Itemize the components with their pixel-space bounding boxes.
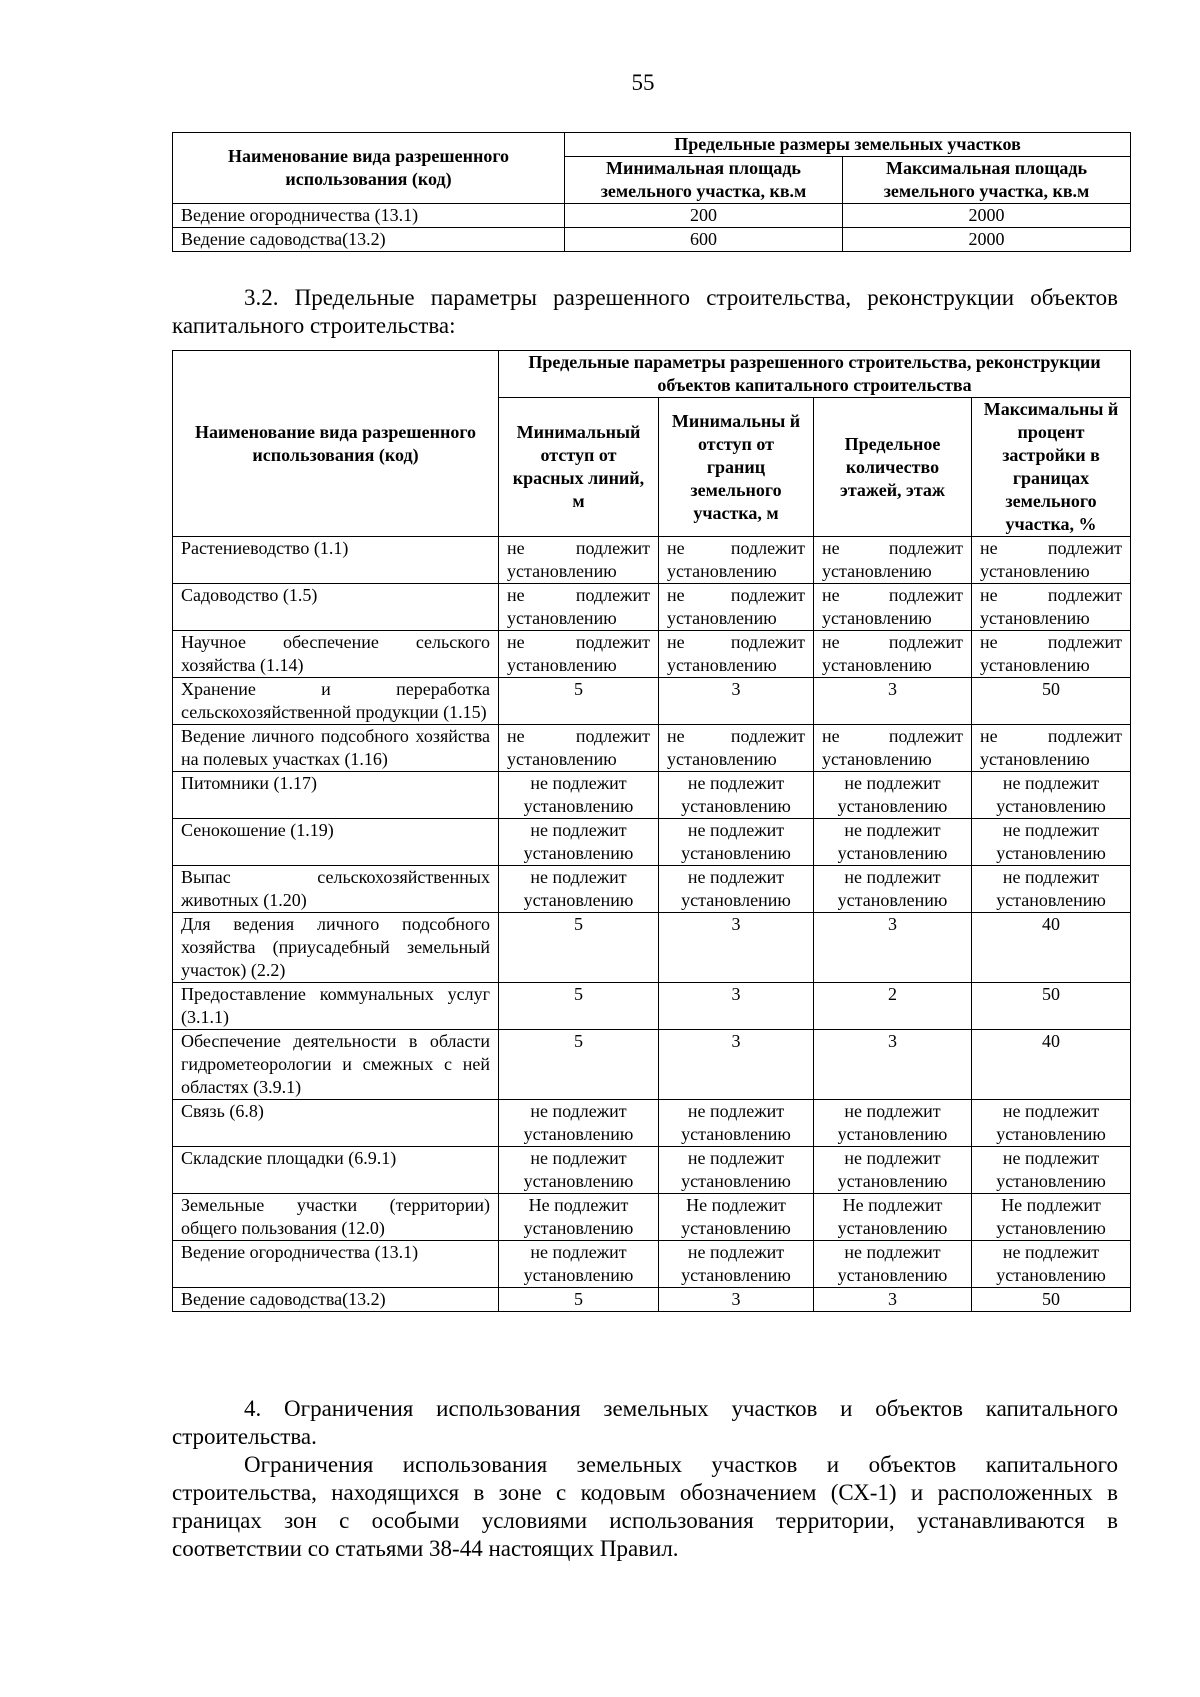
t2-row-value: не подлежит установлению xyxy=(972,1241,1131,1288)
page-number: 55 xyxy=(631,70,655,95)
t2-row-value: не подлежит установлению xyxy=(972,537,1131,584)
t2-row-value: 3 xyxy=(814,1030,972,1100)
t2-header-max-coverage: Максимальны й процент застройки в границах земельного участка, % xyxy=(972,398,1131,537)
t2-row-value: 3 xyxy=(814,913,972,983)
t2-header-floors: Предельное количество этажей, этаж xyxy=(814,398,972,537)
t2-row-value: не подлежит установлению xyxy=(499,584,659,631)
t2-row-name: Предоставление коммунальных услуг (3.1.1) xyxy=(173,983,499,1030)
t2-row-value: 5 xyxy=(499,678,659,725)
t1-row-name: Ведение садоводства(13.2) xyxy=(173,228,565,252)
t2-row-name: Связь (6.8) xyxy=(173,1100,499,1147)
t2-row-name: Ведение огородничества (13.1) xyxy=(173,1241,499,1288)
t2-row-value: не подлежит установлению xyxy=(972,1100,1131,1147)
t2-row-value: 3 xyxy=(814,1288,972,1312)
t2-row-value: не подлежит установлению xyxy=(814,1100,972,1147)
t2-row xyxy=(173,584,1131,631)
t1-row-min: 200 xyxy=(565,204,843,228)
t2-row-value: не подлежит установлению xyxy=(499,537,659,584)
t2-row xyxy=(173,725,1131,772)
t2-row xyxy=(173,1288,1131,1312)
t2-row-value: не подлежит установлению xyxy=(659,537,814,584)
t2-row-value: не подлежит установлению xyxy=(814,1241,972,1288)
t2-row-value: 3 xyxy=(659,913,814,983)
t2-row-name: Для ведения личного подсобного хозяйства (приусадебный земельный участок) (2.2) xyxy=(173,913,499,983)
t2-row-value: не подлежит установлению xyxy=(814,584,972,631)
t2-row xyxy=(173,1241,1131,1288)
section-3-2-heading: 3.2. Предельные параметры разрешенного строительства, реконструкции объектов капитального строительства: xyxy=(172,285,1118,338)
t2-row-value: 40 xyxy=(972,1030,1131,1100)
t2-row-value: не подлежит установлению xyxy=(659,866,814,913)
t2-header-min-boundary: Минимальны й отступ от границ земельного участка, м xyxy=(659,398,814,537)
construction-parameters-table xyxy=(172,350,1131,1312)
t2-row-value: 50 xyxy=(972,983,1131,1030)
t2-row-value: 50 xyxy=(972,1288,1131,1312)
t2-row-value: не подлежит установлению xyxy=(972,725,1131,772)
t2-row-value: не подлежит установлению xyxy=(659,1241,814,1288)
t1-row xyxy=(173,228,1131,252)
t2-row xyxy=(173,913,1131,983)
t2-row-name: Растениеводство (1.1) xyxy=(173,537,499,584)
t2-row-value: не подлежит установлению xyxy=(499,819,659,866)
t2-row-name: Хранение и переработка сельскохозяйственной продукции (1.15) xyxy=(173,678,499,725)
t2-row-value: не подлежит установлению xyxy=(499,772,659,819)
t2-row-value: 5 xyxy=(499,983,659,1030)
t2-row-value: не подлежит установлению xyxy=(814,819,972,866)
t2-row-value: не подлежит установлению xyxy=(972,584,1131,631)
t2-row-value: не подлежит установлению xyxy=(659,631,814,678)
t2-row-value: не подлежит установлению xyxy=(814,537,972,584)
section-4-body: Ограничения использования земельных участков и объектов капитального строительства, находящихся в зоне с кодовым обозначением (СХ-1) и расположенных в границах зон с особыми условиями использования территории, устанавливаются в соответствии со статьями 38-44 настоящих Правил. xyxy=(172,1452,1118,1561)
t2-row-value: не подлежит установлению xyxy=(659,1147,814,1194)
t2-row xyxy=(173,772,1131,819)
t1-header-group: Предельные размеры земельных участков xyxy=(565,133,1131,157)
t2-header-group: Предельные параметры разрешенного строительства, реконструкции объектов капитального строительства xyxy=(499,351,1131,398)
t2-row xyxy=(173,1100,1131,1147)
t2-row-value: не подлежит установлению xyxy=(659,772,814,819)
t2-row-value: 3 xyxy=(659,983,814,1030)
t2-row-value: не подлежит установлению xyxy=(499,631,659,678)
t2-row-value: 3 xyxy=(659,678,814,725)
t2-row-value: не подлежит установлению xyxy=(972,631,1131,678)
t2-row-value: не подлежит установлению xyxy=(972,866,1131,913)
t2-row-name: Питомники (1.17) xyxy=(173,772,499,819)
t2-row-name: Сенокошение (1.19) xyxy=(173,819,499,866)
t2-row-value: не подлежит установлению xyxy=(499,866,659,913)
t2-row-value: не подлежит установлению xyxy=(499,725,659,772)
t2-row-value: 5 xyxy=(499,1030,659,1100)
t1-row xyxy=(173,204,1131,228)
t2-row-value: Не подлежит установлению xyxy=(659,1194,814,1241)
t2-row-value: не подлежит установлению xyxy=(814,1147,972,1194)
t1-row-max: 2000 xyxy=(843,228,1131,252)
t2-row-value: Не подлежит установлению xyxy=(814,1194,972,1241)
t2-row xyxy=(173,537,1131,584)
t2-row-value: не подлежит установлению xyxy=(814,866,972,913)
t2-row-value: Не подлежит установлению xyxy=(499,1194,659,1241)
t2-row-name: Ведение личного подсобного хозяйства на полевых участках (1.16) xyxy=(173,725,499,772)
t2-row-value: не подлежит установлению xyxy=(659,584,814,631)
t2-row-value: 3 xyxy=(659,1288,814,1312)
t2-row-name: Ведение садоводства(13.2) xyxy=(173,1288,499,1312)
t2-row-name: Земельные участки (территории) общего пользования (12.0) xyxy=(173,1194,499,1241)
t2-row-value: не подлежит установлению xyxy=(972,772,1131,819)
t2-row-value: не подлежит установлению xyxy=(499,1241,659,1288)
t2-row-value: не подлежит установлению xyxy=(499,1147,659,1194)
t2-row-value: Не подлежит установлению xyxy=(972,1194,1131,1241)
t2-header-min-red-line: Минимальный отступ от красных линий, м xyxy=(499,398,659,537)
t1-row-max: 2000 xyxy=(843,204,1131,228)
t2-row xyxy=(173,1194,1131,1241)
t2-row-value: 5 xyxy=(499,913,659,983)
t1-row-name: Ведение огородничества (13.1) xyxy=(173,204,565,228)
t2-row xyxy=(173,678,1131,725)
t2-row xyxy=(173,1147,1131,1194)
t2-row-value: 50 xyxy=(972,678,1131,725)
t2-row-value: не подлежит установлению xyxy=(659,725,814,772)
t2-row-name: Складские площадки (6.9.1) xyxy=(173,1147,499,1194)
t2-row-value: не подлежит установлению xyxy=(659,1100,814,1147)
t2-row-value: 2 xyxy=(814,983,972,1030)
section-4-heading: 4. Ограничения использования земельных участков и объектов капитального строительства. xyxy=(172,1396,1118,1449)
t2-row-value: не подлежит установлению xyxy=(814,772,972,819)
land-plot-size-table xyxy=(172,132,1131,252)
t2-row-name: Обеспечение деятельности в области гидрометеорологии и смежных с ней областях (3.9.1) xyxy=(173,1030,499,1100)
t2-row-value: не подлежит установлению xyxy=(972,1147,1131,1194)
t2-row-name: Выпас сельскохозяйственных животных (1.20) xyxy=(173,866,499,913)
t2-row xyxy=(173,983,1131,1030)
t2-row-value: не подлежит установлению xyxy=(659,819,814,866)
t2-row-value: 3 xyxy=(659,1030,814,1100)
t2-row-name: Садоводство (1.5) xyxy=(173,584,499,631)
t2-row xyxy=(173,631,1131,678)
t1-header-min: Минимальная площадь земельного участка, кв.м xyxy=(565,157,843,204)
t1-header-name: Наименование вида разрешенного использования (код) xyxy=(173,133,565,204)
t1-row-min: 600 xyxy=(565,228,843,252)
t2-header-name: Наименование вида разрешенного использования (код) xyxy=(173,351,499,537)
t2-row xyxy=(173,819,1131,866)
t1-header-max: Максимальная площадь земельного участка, кв.м xyxy=(843,157,1131,204)
t2-row-name: Научное обеспечение сельского хозяйства (1.14) xyxy=(173,631,499,678)
t2-row-value: не подлежит установлению xyxy=(814,725,972,772)
t2-row xyxy=(173,866,1131,913)
t2-row xyxy=(173,1030,1131,1100)
t2-row-value: 5 xyxy=(499,1288,659,1312)
t2-row-value: 40 xyxy=(972,913,1131,983)
t2-row-value: 3 xyxy=(814,678,972,725)
t2-row-value: не подлежит установлению xyxy=(499,1100,659,1147)
t2-row-value: не подлежит установлению xyxy=(814,631,972,678)
t2-row-value: не подлежит установлению xyxy=(972,819,1131,866)
